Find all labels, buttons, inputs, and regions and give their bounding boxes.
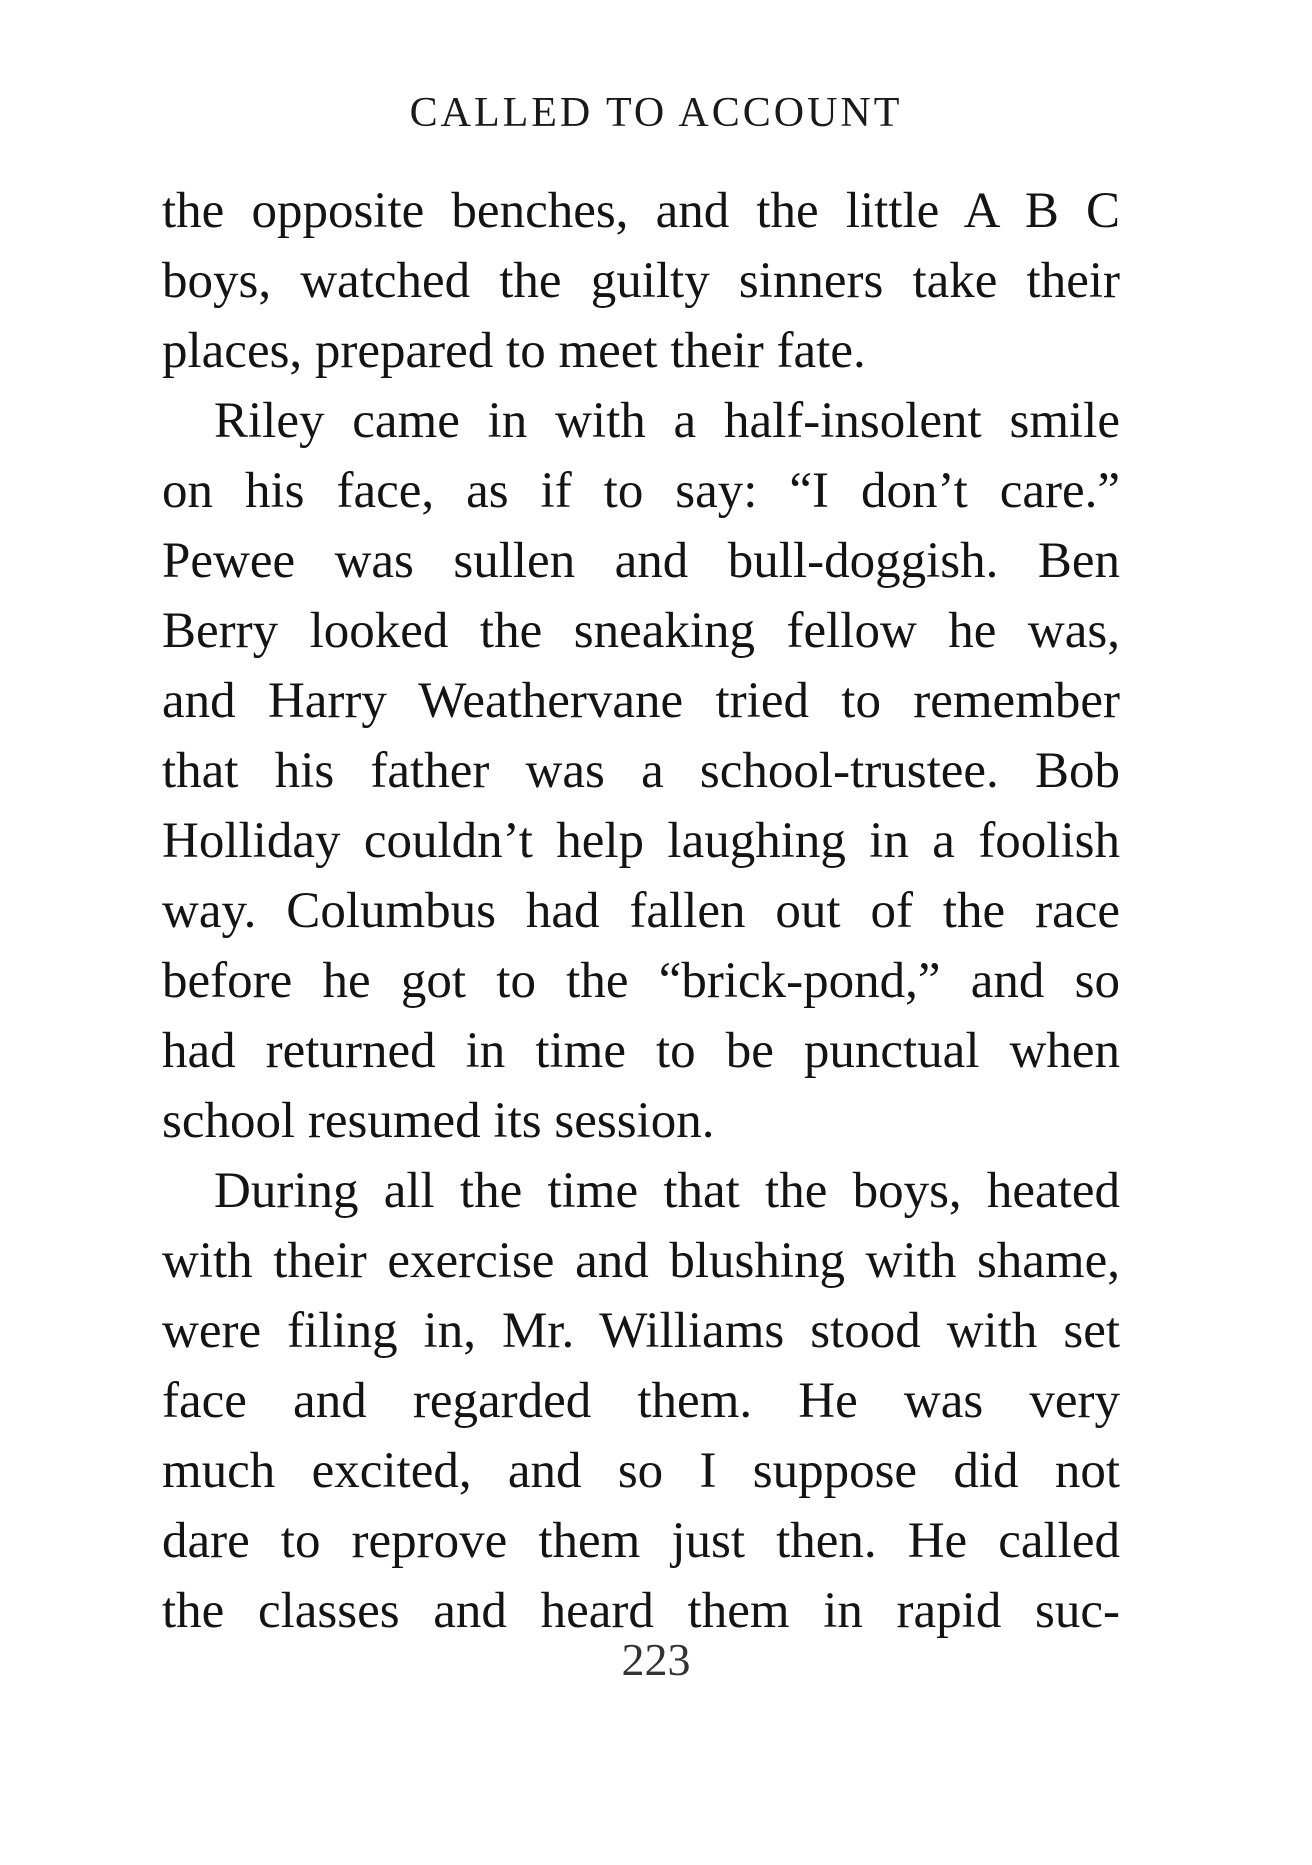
text-line: the opposite benches, and the little A B C [162, 183, 1120, 239]
text-line: dare to reprove them just then. He called [162, 1513, 1120, 1569]
text-line: and Harry Weathervane tried to remember [162, 673, 1120, 729]
text-line: places, prepared to meet their fate. [162, 323, 866, 379]
text-line: much excited, and so I suppose did not [162, 1443, 1120, 1499]
text-line: the classes and heard them in rapid suc- [162, 1583, 1120, 1639]
text-line: school resumed its session. [162, 1093, 715, 1149]
text-line: face and regarded them. He was very [162, 1373, 1120, 1429]
text-line: were filing in, Mr. Williams stood with set [162, 1303, 1120, 1359]
text-line: before he got to the “brick-pond,” and so [162, 953, 1120, 1009]
text-line: Holliday couldn’t help laughing in a foolish [162, 813, 1120, 869]
body-text [162, 176, 1120, 1646]
paragraph-1 [162, 176, 1120, 386]
text-line: Pewee was sullen and bull-doggish. Ben [162, 533, 1120, 589]
page-number: 223 [621, 1634, 691, 1685]
text-line: Riley came in with a half-insolent smile [214, 393, 1120, 449]
text-line: that his father was a school-trustee. Bob [162, 743, 1120, 799]
paragraph-2 [162, 386, 1120, 1156]
text-line: with their exercise and blushing with shame, [162, 1233, 1120, 1289]
text-line: During all the time that the boys, heated [214, 1163, 1120, 1219]
running-head: CALLED TO ACCOUNT [409, 90, 903, 136]
paragraph-3 [162, 1156, 1120, 1646]
text-line: on his face, as if to say: “I don’t care.” [162, 463, 1120, 519]
text-line: Berry looked the sneaking fellow he was, [162, 603, 1120, 659]
text-line: boys, watched the guilty sinners take their [162, 253, 1120, 309]
text-line: had returned in time to be punctual when [162, 1023, 1120, 1079]
text-line: way. Columbus had fallen out of the race [162, 883, 1120, 939]
